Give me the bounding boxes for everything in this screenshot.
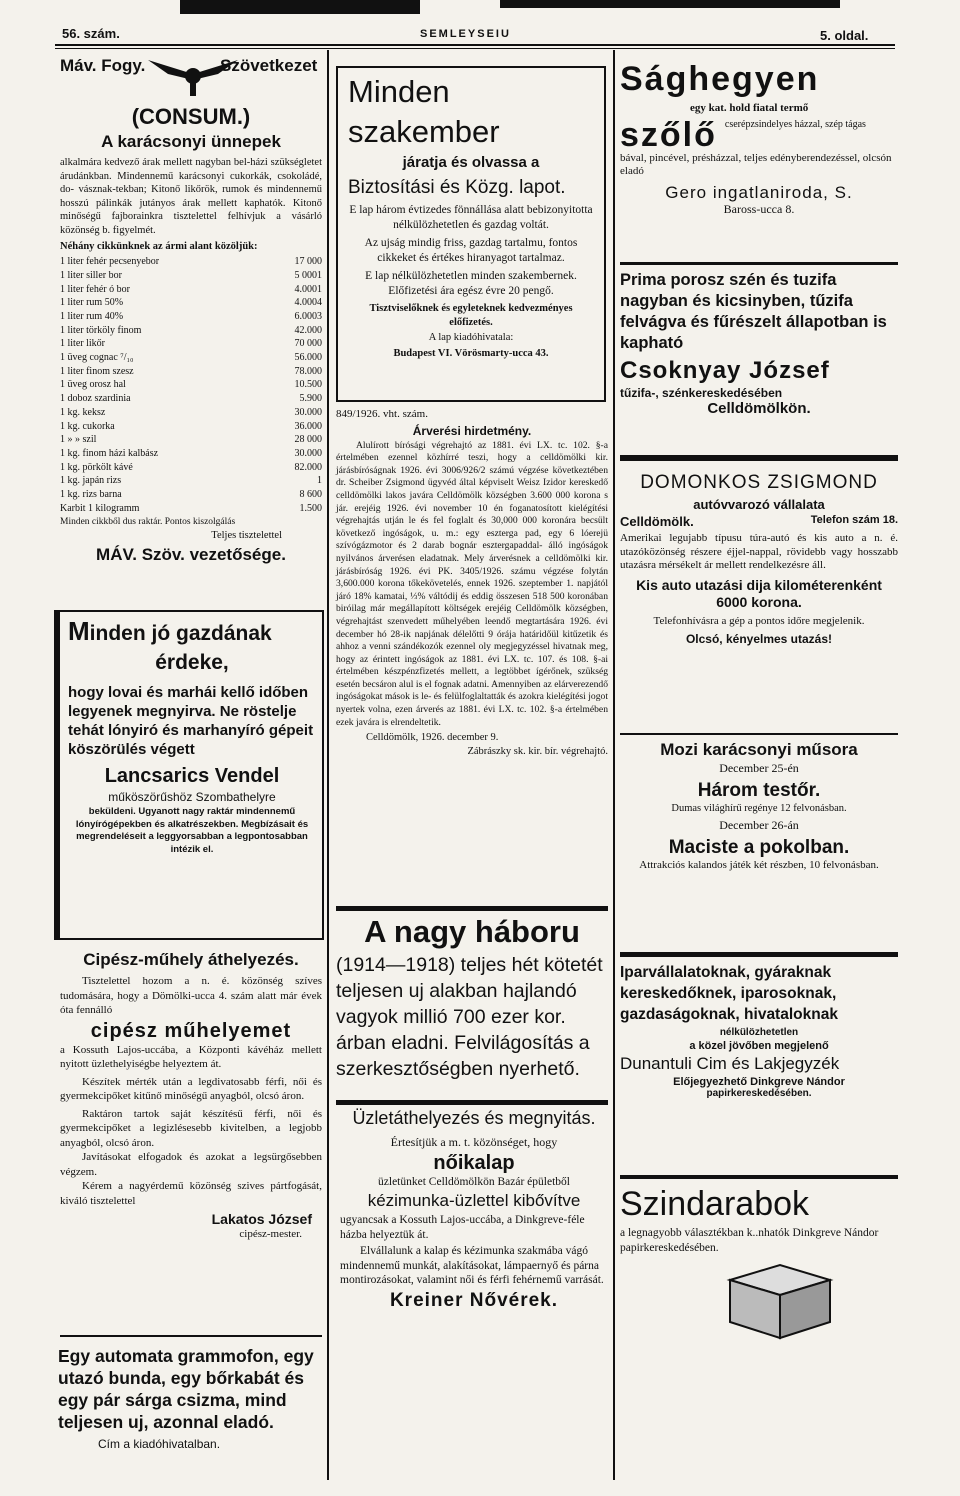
cipesz-title: Cipész-műhely áthelyezés. [83, 950, 299, 969]
minden-sub: járatja és olvassa a [402, 154, 540, 171]
price-row [60, 447, 322, 461]
price-item-name: 1 liter finom szesz [60, 365, 134, 377]
mav-title-right: Szövetkezet [220, 56, 318, 75]
mav-footer1: Minden cikkből dus raktár. Pontos kiszolgálás [60, 516, 236, 527]
mozi-f2sub: Attrakciós kalandos játék két részben, 10 felvonásban. [639, 858, 879, 871]
lancsarics-initial: M [68, 616, 90, 646]
minden-p6: Budapest VI. Vörösmarty-ucca 43. [393, 347, 549, 359]
price-item-name: 1 kg. rizs barna [60, 489, 122, 501]
minden-title: Minden szakember [348, 74, 500, 149]
rule-col1-a [60, 1335, 322, 1337]
price-item-value: 10.500 [294, 379, 322, 391]
consum-title: (CONSUM.) [131, 104, 251, 129]
price-item-value: 82.000 [294, 461, 322, 473]
header-rule2 [55, 48, 895, 49]
szinda-title: Szindarabok [620, 1185, 810, 1223]
mav-signature: MÁV. Szöv. vezetősége. [96, 544, 286, 564]
saghegy-l3: bával, pincével, présházzal, teljes edényberendezéssel, olcsón eladó [620, 151, 892, 178]
saghegy-l2: cserépzsindelyes házzal, szép tágas [724, 118, 866, 130]
uzlet-p2: üzletünket Celldömölkön Bazár épületből [378, 1175, 570, 1188]
price-item-name: 1 » » szil [60, 434, 97, 446]
saghegy-agency: Gero ingatlaniroda, S. [665, 182, 853, 202]
cipesz-p2: a Kossuth Lajos-uccába, a Központi kávéház mellett nyitott üzlethelyiségbe helyeztem át. [60, 1043, 322, 1070]
lancsarics-name: Lancsarics Vendel [104, 765, 280, 787]
mozi-d2: December 26-án [719, 818, 799, 833]
arveresi-title: Árverési hirdetmény. [412, 423, 532, 438]
mozi-f1sub: Dumas világhírű regénye 12 felvonásban. [671, 802, 847, 814]
rule-col3-b [620, 455, 898, 461]
price-item-name: 1 liter törköly finom [60, 324, 142, 336]
price-item-value: 17 000 [294, 256, 322, 268]
price-row [60, 337, 322, 351]
lancsarics-line1-text: inden jó gazdának [89, 622, 272, 645]
domonkos-l1: autóvvarozó vállalata [693, 497, 825, 512]
price-item-value: 5 0001 [294, 269, 322, 281]
price-item-value: 36.000 [294, 420, 322, 432]
price-item-value: 56.000 [294, 352, 322, 364]
lancsarics-body: hogy lovai és marhái kellő időben legyenek megnyirva. Ne röstelje tehát lónyiró és marhanyíró gépeit köszörülés végett [68, 684, 314, 758]
lancsarics-line2: érdeke, [155, 651, 229, 674]
price-row [60, 502, 322, 516]
saghegy-addr: Baross-ucca 8. [723, 201, 795, 216]
uzlet-title: Üzletáthelyezés és megnyitás. [352, 1108, 596, 1128]
grammofon-text: Egy automata grammofon, egy utazó bunda, egy bőrkabát és egy pár sárga csizma, mind teljesen uj, azonnal eladó. [58, 1346, 314, 1432]
ipar-l4: nélkülözhetetlen [719, 1027, 799, 1038]
minden-szakember-ad [336, 66, 606, 402]
uzlet-sign: Kreiner Nővérek. [389, 1289, 559, 1311]
price-item-name: 1 kg. japán rizs [60, 475, 122, 487]
mav-headline: A karácsonyi ünnepek [101, 132, 281, 151]
csoknyay-ad [620, 270, 898, 417]
price-row [60, 488, 322, 502]
price-item-value: 42.000 [294, 324, 322, 336]
domonkos-p2: Telefonhívásra a gép a pontos időre megjelenik. [653, 614, 865, 627]
cipesz-p1: Tisztelettel hozom a n. é. közönség szíves tudomására, hogy a Dömölki-ucca 4. szám alatt már évek óta fennálló [60, 975, 322, 1016]
rule-col3-c [620, 733, 898, 735]
arveresi-ref: 849/1926. vht. szám. [336, 408, 428, 420]
price-row [60, 406, 322, 420]
price-row [60, 296, 322, 310]
minden-name: Biztosítási és Közg. lapot. [348, 177, 566, 198]
lancsarics-small: beküldeni. Ugyanott nagy raktár mindennemű lónyírógépekben és alkatrészekben. Megbízásait és megrendeléseit a leggyorsabban a legpontosabban intézik el. [75, 806, 309, 855]
arveresi-date: Celldömölk, 1926. december 9. [366, 732, 499, 744]
price-row [60, 433, 322, 447]
domonkos-body: Amerikai legujabb típusu túra-autó és kis auto a n. é. utazóközönség részere éjjel-nappal, rövidebb vagy hosszabb utazásra mérsékelt ár mellett rendelkezésre áll. [620, 532, 898, 572]
lancsarics-sub: műköszörűshöz Szombathelyre [108, 790, 276, 804]
price-item-value: 4.0004 [294, 297, 322, 309]
cipesz-p6: Kérem a nagyérdemű közönség szives pártfogását, kiváló tisztelettel [60, 1180, 322, 1207]
price-item-name: 1 liter rum 40% [60, 310, 124, 322]
price-item-value: 30.000 [294, 448, 322, 459]
mav-intro: alkalmára kedvező árak mellett nagyban bel-házi szükségletet árudánkban. Mindennemű karácsonyi cukorkák, csokoládé, do- vásznak-tekban; Kitonő likőrök, rumok és mindennemű hosszú pálinkák jutányos árak mellett kaphatók. Kitonő minőségű fajborainkra tisztelettel felhívjuk a vásárló közönség b. figyelmét. [60, 157, 322, 236]
cipesz-sign-name: Lakatos József [211, 1211, 312, 1227]
saghegy-l1: egy kat. hold fiatal termő [690, 102, 809, 114]
header-rule-top2 [500, 0, 840, 8]
mozi-d1: December 25-én [719, 761, 799, 775]
price-item-name: Karbit 1 kilogramm [60, 502, 140, 514]
price-item-name: 1 kg. keksz [60, 406, 106, 418]
ipar-l2: kereskedőknek, iparosoknak, [620, 985, 837, 1002]
header-rule-top [180, 0, 420, 14]
uzlet-p4: Elvállalunk a kalap és kézimunka szakmába vágó mindennemű munkát, alakításokat, lámpaernyő és párna montirozásokat, valamint női és férfi fehérnemű varrását. [340, 1245, 604, 1286]
grammofon-ad [58, 1345, 323, 1451]
price-item-name: 1 kg. finom házi kalbász [60, 448, 159, 459]
grammofon-footer: Cím a kiadóhivatalban. [98, 1437, 221, 1451]
mav-ad [60, 52, 322, 565]
mav-footer2: Teljes tisztelettel [211, 530, 282, 542]
lancsarics-ad [54, 610, 324, 940]
price-item-value: 78.000 [294, 365, 322, 377]
price-item-value: 1.500 [299, 502, 322, 514]
price-item-name: 1 üveg orosz hal [60, 379, 126, 391]
uzlet-big2: kézimunka-üzlettel kibővítve [367, 1191, 581, 1210]
minden-p1: E lap három évtizedes fönnállása alatt bebizonyitotta nélkülözhetetlen és gazdag voltát. [349, 204, 593, 231]
uzlet-ad [340, 1108, 608, 1312]
price-item-value: 1 [317, 475, 322, 487]
arveresi-hirdetmeny [336, 408, 608, 758]
ipar-l6: Dunantuli Cim és Lakjegyzék [620, 1054, 840, 1073]
price-item-value: 28 000 [294, 434, 322, 446]
price-item-name: 1 liter fehér pecsenyebor [60, 256, 160, 268]
price-item-value: 70 000 [294, 338, 322, 350]
arveresi-body: Alulírott bírósági végrehajtó az 1881. évi LX. tc. 102. §-a értelmében ezennel közhírré teszi, hogy a celldömölki kir. járásbíróságnak 1926. évi 3006/926/2 számú végzése következtében dr. Scheiber Zsigmond ügyvéd által képviselt Weisz Izidor kereskedő celldömölki lakos javára Celldömölk községben 3.600 000 korona s jár. erejéig 1926. évi november 10 én foganatosított kielégítési végrehajtás utján le és fel foglalt és 30,000 000 koronára becsült következő ingóságok, u. m.: egy eszterga pad, egy 6 lóerejü szívógázmotor és 2 darab bognár esztergapaddal- álló ingóságok nyilvános árverésen eladatnak. Mely árverésnek a celldömölki kir. járásbíróság 1926. évi PK. 3405/1926. számu végzése folytán 3,600.000 korona tőkekövetelés, ennek 1926. szeptember 1. napjától járó 18% kamatai, ⅓% váltódij és eddig összesen 518 500 koronában biróilag már megállapított költségek erejéig Celldömölk községben, végrehajtást szenvedett műhelyében leendő megtartására 1926. évi december hó 28-ik napjának délelőtti 9 órája határidőül kitűzetik és ahhoz a venni szándékozók ezennel oly megjegyzéssel hivatnak meg, hogy az érintett ingóságok az 1881. évi LX. tc. 107. és 108. §-ai értelmében készpénzfizetés mellett, a legtöbbet ígérőnek, szükség esetén becsáron alul is el fognak adatni. Amennyiben az elárverezendő ingóságokat mások is le- és felülfoglaltatták és azokra kielégítési jogot nyertek volna, ezen árverés az 1881. évi LX. tc. 102. §-a értelmében ezek javára is elrendeltetik. [336, 439, 608, 728]
haboru-title: A nagy háboru [364, 914, 580, 949]
price-row [60, 351, 322, 365]
price-item-name: 1 liter rum 50% [60, 297, 124, 309]
haboru-ad [336, 912, 608, 1082]
price-row [60, 474, 322, 488]
price-item-value: 5.900 [299, 393, 322, 405]
rule-col3-e [620, 1175, 898, 1179]
saghegy-big: szőlő [620, 115, 717, 154]
ipar-l7: Előjegyezhető Dinkgreve Nándor [673, 1076, 845, 1088]
domonkos-big: Kis auto utazási dija kilométerenként 6000 korona. [636, 576, 882, 610]
cipesz-big: cipész műhelyemet [90, 1019, 292, 1042]
mozi-ad [620, 740, 898, 872]
price-item-name: 1 kg. pörkölt kávé [60, 461, 133, 473]
saghegy-title: Sághegyen [620, 60, 820, 98]
csoknyay-name: Csoknyay József [620, 357, 830, 384]
szinda-ad [620, 1184, 898, 1256]
csoknyay-l1: Prima porosz szén és tuzifa [620, 271, 837, 289]
price-row [60, 269, 322, 283]
haboru-text: (1914—1918) teljes hét kötetét teljesen uj alakban hajlandó vagyok millió 700 ezer kor. árban eladni. Felvilágosítás a szerkesztőségben nyerhető. [336, 954, 603, 1080]
price-item-name: 1 üveg cognac ⁷/₁₀ [60, 352, 134, 364]
domonkos-l2: Celldömölk. [620, 514, 694, 529]
price-row [60, 378, 322, 392]
rule-col3-a [620, 262, 898, 265]
ipar-l8: papirkereskedésében. [706, 1088, 812, 1099]
mav-list-title: Néhány cikkünknek az ármi alant közöljük: [60, 240, 258, 252]
uzlet-p3: ugyancsak a Kossuth Lajos-uccába, a Dinkgreve-féle házba helyeztük át. [340, 1214, 585, 1241]
price-row [60, 461, 322, 475]
price-row [60, 392, 322, 406]
price-item-value: 6.0003 [294, 310, 322, 322]
newspaper-name: SEMLEYSEIU [420, 28, 511, 40]
rule-col2-a [336, 906, 608, 911]
domonkos-ad [620, 472, 898, 646]
domonkos-cheap: Olcsó, kényelmes utazás! [685, 632, 833, 647]
domonkos-phone: Telefon szám 18. [810, 514, 898, 526]
cipesz-p5: Javításokat elfogadok és azokat a legsürgősebben végzem. [60, 1151, 322, 1178]
price-item-name: 1 doboz szardinia [60, 393, 131, 405]
csoknyay-l4: tűzifa-, szénkereskedésében [620, 386, 783, 400]
saghegy-ad [620, 60, 898, 216]
szinda-text: a legnagyobb választékban k..nhatók Dinkgreve Nándor papirkereskedésében. [620, 1227, 879, 1254]
cipesz-ad [60, 950, 322, 1242]
cipesz-p3: Készítek mérték után a legdivatosabb férfi, női és gyermekcipőket kitűnő minőségű anyagból, olcsó áron. [60, 1075, 322, 1102]
arveresi-sign: Zábrászky sk. kir. bír. végrehajtó. [467, 745, 608, 757]
csoknyay-l2: nagyban és kicsinyben, tűzifa [620, 292, 853, 310]
uzlet-p1: Értesítjük a m. t. közönséget, hogy [390, 1135, 558, 1149]
minden-p5: A lap kiadóhivatala: [428, 332, 514, 344]
price-item-name: 1 kg. cukorka [60, 420, 115, 432]
ipar-l1: Iparvállalatoknak, gyáraknak [620, 964, 832, 981]
rule-col3-d [620, 952, 898, 957]
price-row [60, 310, 322, 324]
header-rule [55, 44, 895, 46]
price-row [60, 365, 322, 379]
mav-title-left: Máv. Fogy. [60, 56, 146, 75]
ipar-ad [620, 962, 898, 1099]
price-item-value: 30.000 [294, 406, 322, 418]
cipesz-sign-title: cipész-mester. [239, 1228, 302, 1240]
minden-p2: Az ujság mindig friss, gazdag tartalmu, fontos cikkeket és értékes hiranyagot tartalmaz. [364, 237, 578, 264]
minden-p3: E lap nélkülözhetetlen minden szakembernek. Előfizetési ára egész évre 20 pengő. [365, 270, 577, 297]
price-item-value: 8 600 [299, 489, 322, 501]
minden-p4: Tisztviselőknek és egyleteknek kedvezményes előfizetés. [369, 303, 573, 328]
price-row [60, 255, 322, 269]
price-row [60, 324, 322, 338]
price-item-value: 4.0001 [294, 283, 322, 295]
price-item-name: 1 liter likőr [60, 338, 105, 350]
csoknyay-l3: felvágva és fűrészelt állapotban is kapható [620, 313, 887, 352]
price-list [60, 255, 322, 515]
price-row [60, 283, 322, 297]
lancsarics-line1 [68, 618, 316, 647]
page-side-label: 5. oldal. [820, 28, 869, 43]
mozi-f2: Maciste a pokolban. [668, 836, 850, 858]
mozi-f1: Három testőr. [697, 779, 821, 801]
box-image [720, 1260, 840, 1340]
page-number: 56. szám. [62, 26, 120, 41]
price-row [60, 420, 322, 434]
ipar-l5: a közel jövőben megjelenő [689, 1040, 829, 1052]
ipar-l3: gazdaságoknak, hivataloknak [620, 1006, 838, 1023]
domonkos-name: DOMONKOS ZSIGMOND [640, 472, 878, 493]
column-divider-1 [327, 50, 329, 1480]
cipesz-p4: Raktáron tartok saját készítésű férfi, női és gyermekcipőket a legizlésesebb kivitelben, a legjobb anyagból, olcsó áron. [60, 1107, 322, 1149]
uzlet-big1: nőikalap [433, 1151, 515, 1174]
price-item-name: 1 liter fehér ó bor [60, 283, 130, 295]
rule-col2-b [336, 1100, 608, 1105]
price-item-name: 1 liter siller bor [60, 269, 122, 281]
column-divider-2 [613, 50, 615, 1480]
csoknyay-city: Celldömölkön. [707, 400, 811, 417]
mozi-title: Mozi karácsonyi műsora [660, 740, 858, 759]
